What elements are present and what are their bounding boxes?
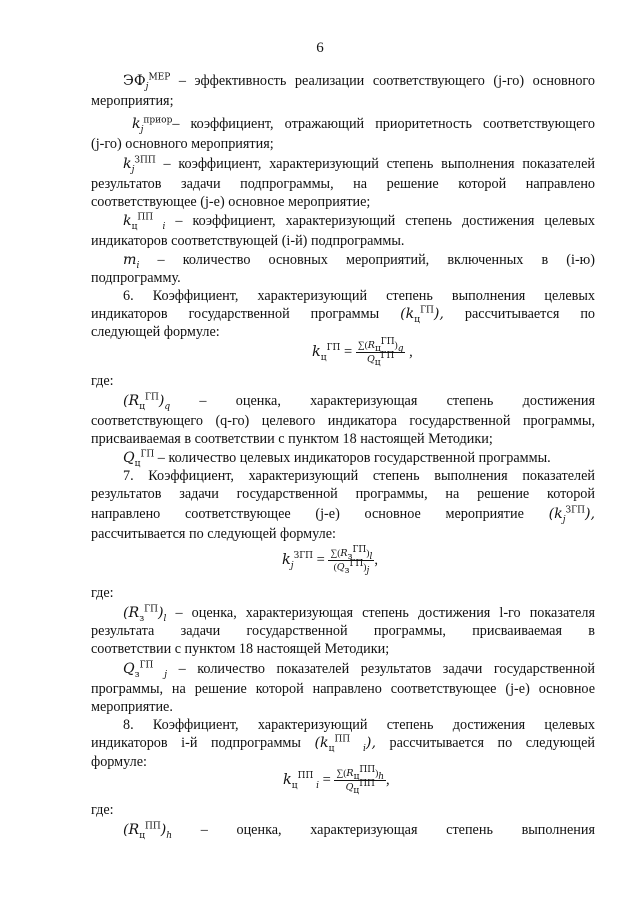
symbol: $(R_ц^{ГП})_q$ (123, 392, 171, 412)
text-line: соответствующее (j-е) основное мероприятие; (91, 194, 371, 210)
text-line: рассчитывается по следующей формуле: (91, 526, 336, 542)
text-line: где: (91, 802, 114, 818)
formula-k-zgp: $k_j^{ЗГП}$ = $\frac{\sum(R_з^{ГП})_l}{(Q_з^{ГП})_j}$ , (282, 544, 378, 576)
page-number: 6 (316, 40, 324, 56)
text-line: $m_i$ – количество основных мероприятий, включенных в (i-ю) (123, 252, 595, 271)
text-line: $ЭФ_j^{МЕР}$ – эффективность реализации соответствующего (j-го) основного (123, 72, 595, 92)
symbol: $(k_ц^{ГП})$, (400, 305, 444, 325)
text-line: $k_ц^{ПП}$ $_i$ – коэффициент, характеризующий степень достижения целевых (123, 212, 596, 232)
text-line: 6. Коэффициент, характеризующий степень выполнения целевых (123, 288, 595, 304)
text-line: результатов задачи подпрограммы, на решение которой направлено (91, 176, 595, 192)
text-line: $Q_ц^{ГП}$ – количество целевых индикаторов государственной программы. (123, 449, 551, 469)
text-line: $(R_з^{ГП})_l$ – оценка, характеризующая степень достижения l-го показателя (123, 604, 595, 624)
text-line: $(R_ц^{ГП})_q$ – оценка, характеризующая степень достижения (123, 392, 596, 412)
text-line: где: (91, 585, 114, 601)
text-line: 8. Коэффициент, характеризующий степень достижения целевых (123, 717, 595, 733)
text-line: $k_j^{ЗПП}$ – коэффициент, характеризующий степень выполнения показателей (123, 155, 595, 175)
symbol: $k_ц^{ПП}$ $_i$ (123, 212, 166, 232)
text-line: программы, на решение которой направлено соответствующее (j-е) основное (91, 681, 595, 697)
text-line: следующей формуле: (91, 324, 220, 340)
symbol: $k_j^{приор}$ (132, 115, 173, 135)
text-line: $Q_з^{ГП}$ $_j$ – количество показателей результатов задачи государственной (123, 660, 596, 680)
text-line: мероприятие. (91, 699, 173, 715)
text-line: индикаторов государственной программы $(k_ц^{ГП})$, рассчитывается по (91, 305, 596, 325)
text-line: $k_j^{приор}-$ коэффициент, отражающий приоритетность соответствующего (132, 115, 595, 135)
text-line: соответствующего (q-го) целевого индикатора государственной программы, (91, 413, 595, 429)
text-line: мероприятия; (91, 93, 174, 109)
text-line: $(R_ц^{ПП})_h$ – оценка, характеризующая степень выполнения (123, 821, 595, 841)
symbol: $m_i$ (123, 252, 140, 271)
text-line: направлено соответствующее (j-е) основное мероприятие $(k_j^{ЗГП})$, (91, 505, 595, 525)
symbol: $(R_ц^{ПП})_h$ (123, 821, 173, 841)
text-line: индикаторов соответствующей (i-й) подпрограммы. (91, 233, 405, 249)
text-line: подпрограмму. (91, 270, 181, 286)
symbol: $ЭФ_j^{МЕР}$ (123, 72, 171, 92)
text-line: где: (91, 373, 114, 389)
text-line: результатов задачи государственной программы, на решение которой (91, 486, 595, 502)
text-line: 7. Коэффициент, характеризующий степень выполнения показателей (123, 468, 595, 484)
text-line: (j-го) основного мероприятия; (91, 136, 274, 152)
text-line: индикаторов i-й подпрограммы ($k_ц^{ПП}$ $_i$), рассчитывается по следующей (91, 734, 595, 754)
text-line: формуле: (91, 754, 147, 770)
text-line: соответствии с пунктом 18 настоящей Методики; (91, 641, 390, 657)
symbol: $(R_з^{ГП})_l$ (123, 604, 167, 624)
text-line: присваиваемая в соответствии с пунктом 18 настоящей Методики; (91, 431, 493, 447)
symbol: ($k_ц^{ПП}$ $_i$), (314, 734, 376, 754)
symbol: $(k_j^{ЗГП})$, (548, 505, 595, 525)
symbol: $Q_з^{ГП}$ $_j$ (123, 660, 168, 680)
symbol: $Q_ц^{ГП}$ (123, 449, 155, 469)
formula-k-pp: $k_ц^{ПП}$ $_i$ = $\frac{\sum(R_ц^{ПП})_h}{Q_ц^{ПП}}$ , (283, 764, 390, 796)
symbol: $k_j^{ЗПП}$ (123, 155, 156, 175)
text-line: результата задачи государственной программы, присваиваемая в (91, 623, 595, 639)
formula-k-gp: $k_ц^{ГП}$ = $\frac{\sum(R_ц^{ГП})_q}{Q_ц^{ГП}}$ , (312, 336, 413, 368)
